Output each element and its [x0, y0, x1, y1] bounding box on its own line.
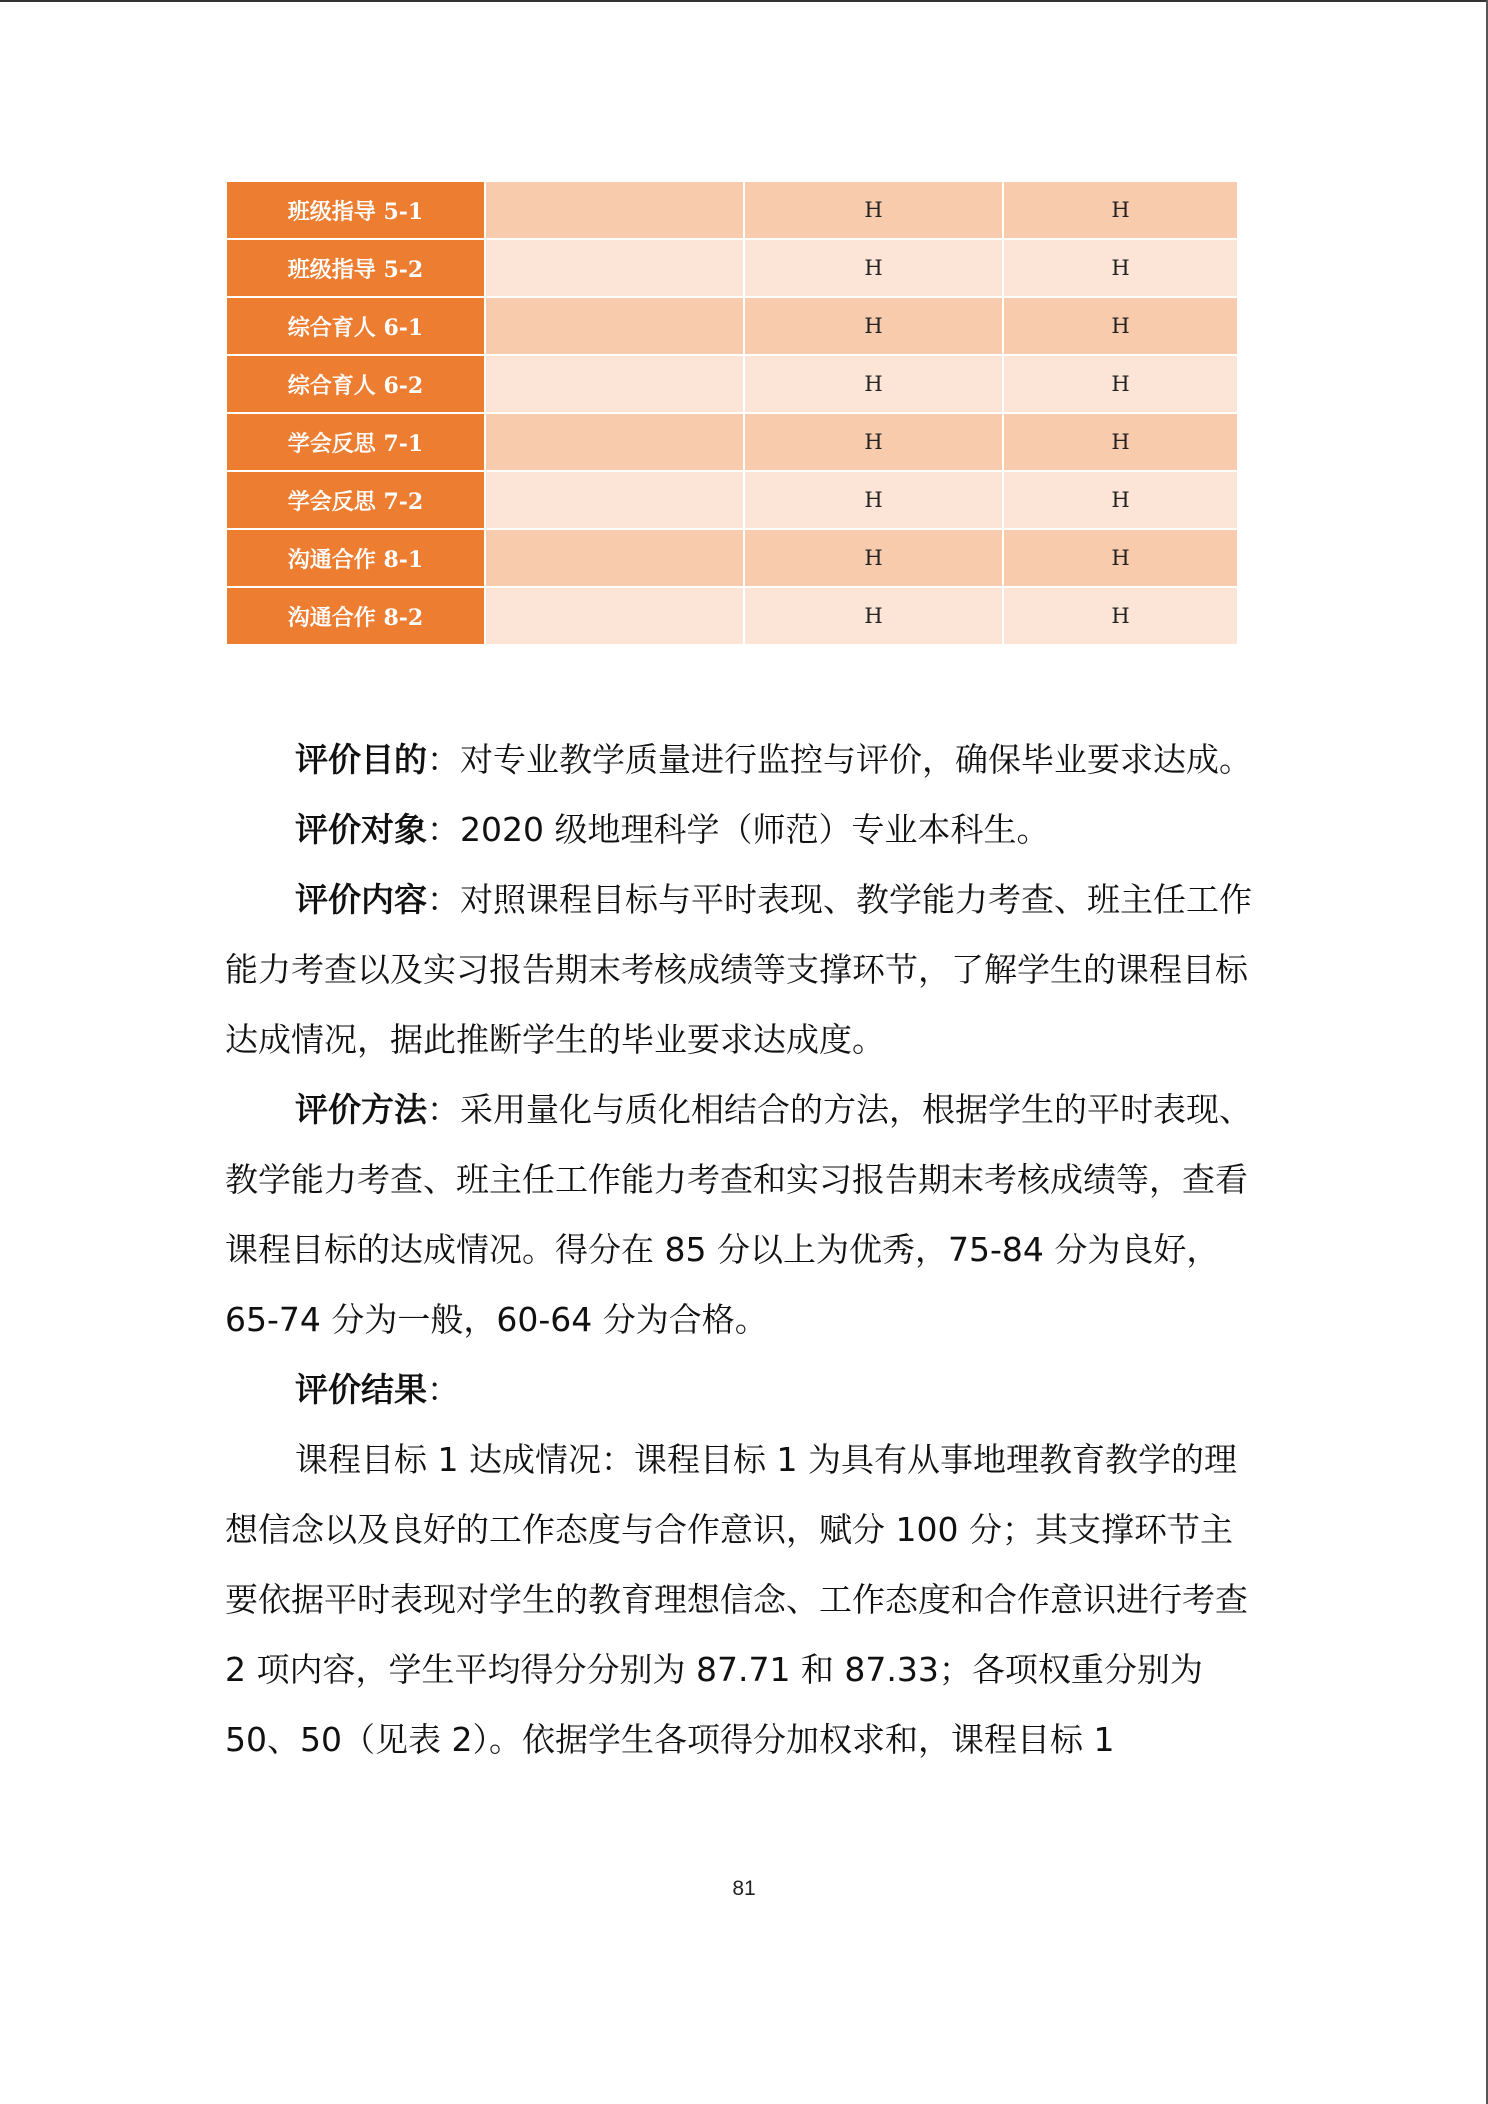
table-cell: H [1003, 471, 1238, 529]
paragraph-method [225, 1075, 1265, 1355]
table-row [226, 239, 1238, 297]
table-cell: H [744, 355, 1003, 413]
paragraph-body: ：采用量化与质化相结合的方法，根据学生的平时表现、教学能力考查、班主任工作能力考查和实习报告期末考核成绩等，查看课程目标的达成情况。得分在 85 分以上为优秀，75-84 分为良好，65-74 分为一般，60-64 分为合格。 [225, 1090, 1252, 1339]
paragraph-body: ：2020 级地理科学（师范）专业本科生。 [427, 810, 1050, 849]
table-cell [485, 239, 744, 297]
requirements-table [225, 180, 1239, 646]
table-cell: H [744, 297, 1003, 355]
table-cell: H [1003, 181, 1238, 239]
table-row [226, 355, 1238, 413]
page-number: 81 [732, 1877, 756, 1900]
paragraph-body: 课程目标 1 达成情况：课程目标 1 为具有从事地理教育教学的理想信念以及良好的工作态度与合作意识，赋分 100 分；其支撑环节主要依据平时表现对学生的教育理想信念、工作态度和合作意识进行考查 2 项内容，学生平均得分分别为 87.71 和 87.33；各项权重分别为 50、50（见表 2）。依据学生各项得分加权求和，课程目标 1 [225, 1440, 1248, 1759]
page-top-border [0, 0, 1488, 2]
table-cell: H [1003, 297, 1238, 355]
row-label: 班级指导 5-2 [226, 239, 485, 297]
table-cell [485, 355, 744, 413]
row-label: 学会反思 7-1 [226, 413, 485, 471]
paragraph-goal-1 [225, 1425, 1265, 1775]
body-text [225, 725, 1265, 1775]
table-cell: H [744, 529, 1003, 587]
table-cell [485, 587, 744, 645]
paragraph-heading: 评价对象 [295, 810, 427, 849]
table-cell: H [1003, 413, 1238, 471]
table-cell: H [744, 587, 1003, 645]
table-cell: H [744, 239, 1003, 297]
paragraph-content [225, 865, 1265, 1075]
row-label: 班级指导 5-1 [226, 181, 485, 239]
table-cell [485, 297, 744, 355]
paragraph-body: ：对照课程目标与平时表现、教学能力考查、班主任工作能力考查以及实习报告期末考核成绩等支撑环节，了解学生的课程目标达成情况，据此推断学生的毕业要求达成度。 [225, 880, 1252, 1059]
paragraph-body: ： [427, 1370, 460, 1409]
table-cell: H [1003, 355, 1238, 413]
table-cell: H [744, 413, 1003, 471]
row-label: 沟通合作 8-1 [226, 529, 485, 587]
table-cell: H [744, 181, 1003, 239]
row-label: 综合育人 6-2 [226, 355, 485, 413]
table-row [226, 587, 1238, 645]
paragraph-body: ：对专业教学质量进行监控与评价，确保毕业要求达成。 [427, 740, 1252, 779]
row-label: 沟通合作 8-2 [226, 587, 485, 645]
table-cell: H [1003, 529, 1238, 587]
table-row [226, 297, 1238, 355]
paragraph-object [225, 795, 1265, 865]
table-row [226, 413, 1238, 471]
table-cell: H [744, 471, 1003, 529]
paragraph-heading: 评价结果 [295, 1370, 427, 1409]
table-row [226, 529, 1238, 587]
table-cell [485, 529, 744, 587]
table-cell [485, 413, 744, 471]
paragraph-heading: 评价方法 [295, 1090, 427, 1129]
paragraph-purpose [225, 725, 1265, 795]
paragraph-result [225, 1355, 1265, 1425]
table-cell [485, 181, 744, 239]
table-cell: H [1003, 239, 1238, 297]
paragraph-heading: 评价内容 [295, 880, 427, 919]
row-label: 综合育人 6-1 [226, 297, 485, 355]
table-cell [485, 471, 744, 529]
table-row [226, 181, 1238, 239]
row-label: 学会反思 7-2 [226, 471, 485, 529]
table-row [226, 471, 1238, 529]
table-cell: H [1003, 587, 1238, 645]
paragraph-heading: 评价目的 [295, 740, 427, 779]
